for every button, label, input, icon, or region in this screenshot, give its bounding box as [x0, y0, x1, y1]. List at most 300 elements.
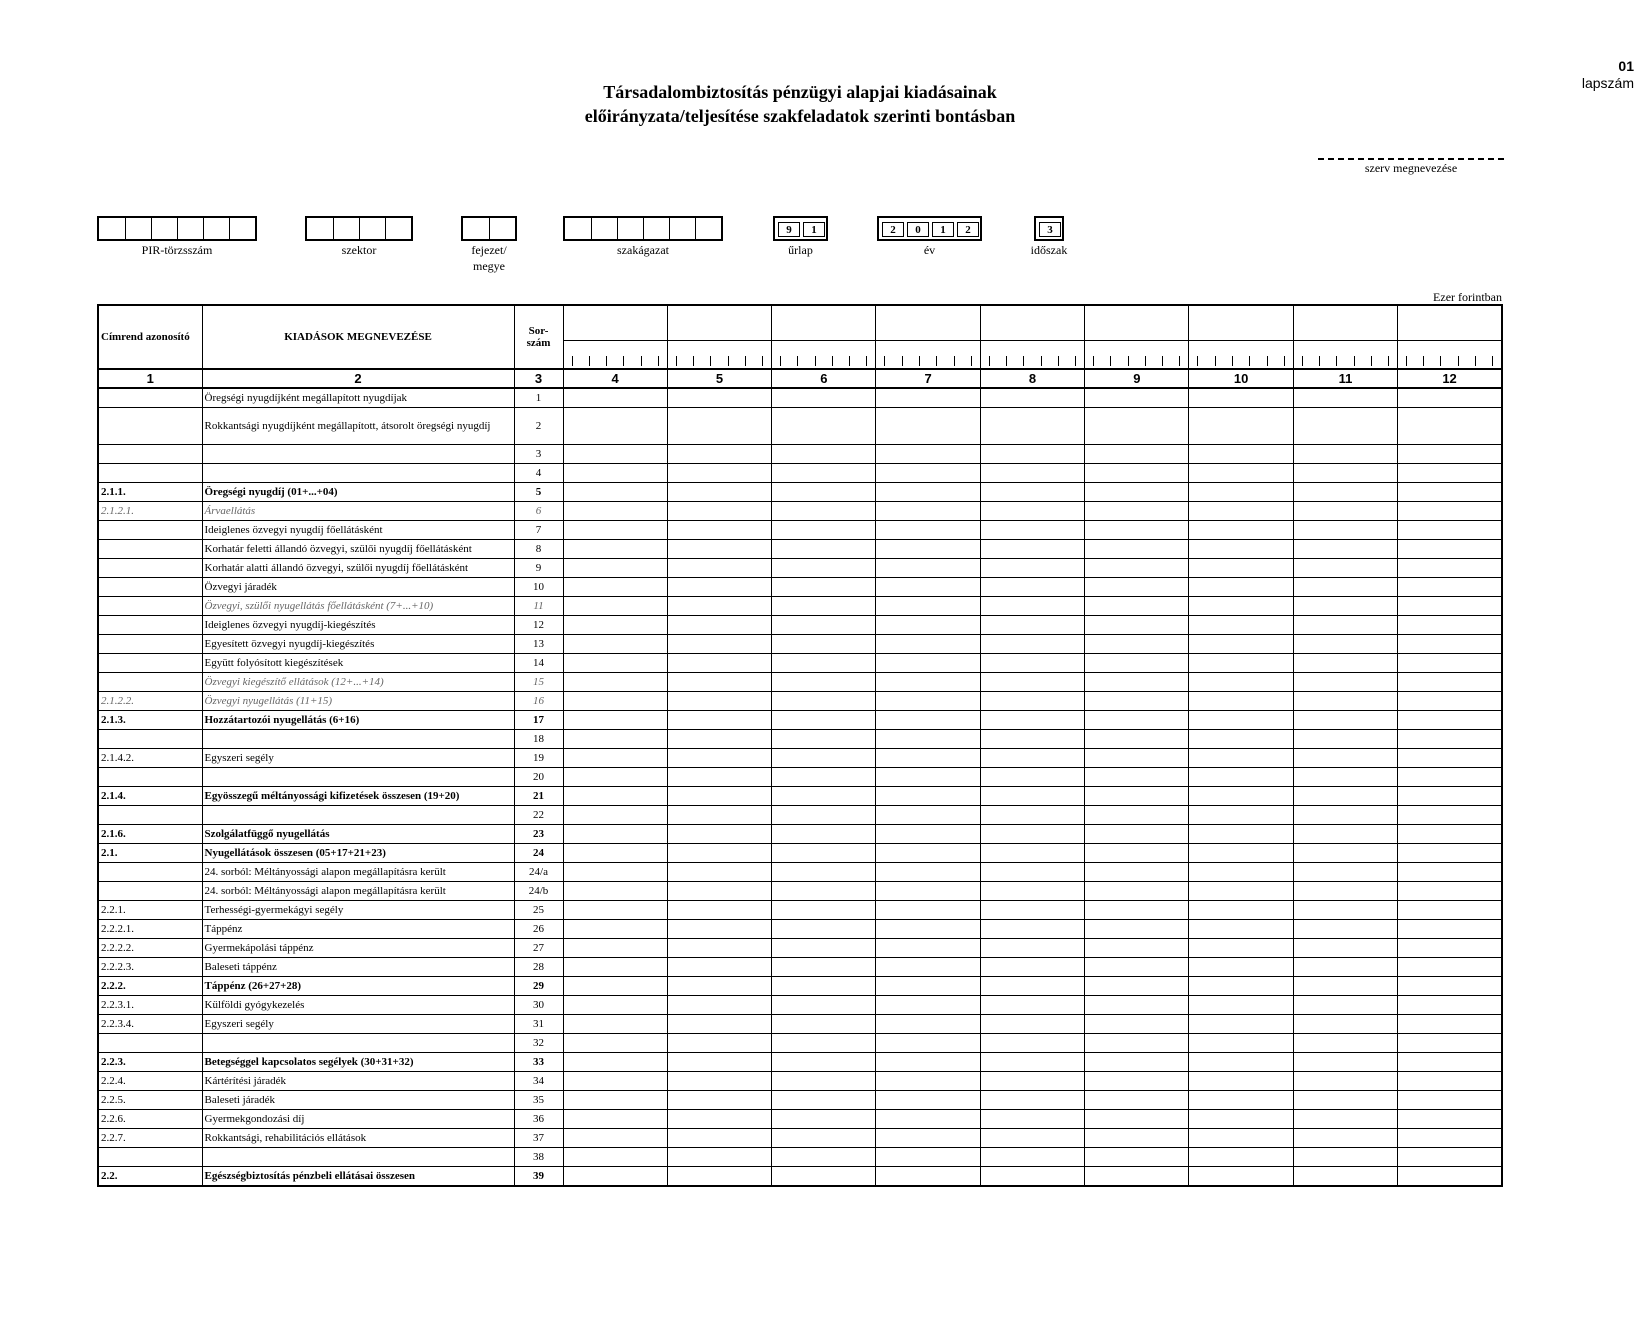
value-cell[interactable]	[1398, 1072, 1502, 1091]
value-cell[interactable]	[772, 939, 876, 958]
value-cell[interactable]	[563, 939, 667, 958]
value-cell[interactable]	[980, 1015, 1084, 1034]
value-cell[interactable]	[1293, 1129, 1397, 1148]
value-cell[interactable]	[667, 996, 771, 1015]
value-cell[interactable]	[980, 1148, 1084, 1167]
value-cell[interactable]	[1293, 844, 1397, 863]
code-cell[interactable]	[669, 218, 695, 239]
value-cell[interactable]	[1189, 768, 1293, 787]
value-cell[interactable]	[772, 882, 876, 901]
value-cell[interactable]	[876, 445, 980, 464]
value-cell[interactable]	[1085, 939, 1189, 958]
value-cell[interactable]	[1085, 806, 1189, 825]
code-cell[interactable]	[591, 218, 617, 239]
value-cell[interactable]	[563, 635, 667, 654]
code-cell[interactable]	[177, 218, 203, 239]
value-cell[interactable]	[1293, 616, 1397, 635]
value-cell[interactable]	[667, 616, 771, 635]
value-cell[interactable]	[1085, 1129, 1189, 1148]
value-cell[interactable]	[772, 483, 876, 502]
value-cell[interactable]	[980, 1034, 1084, 1053]
value-cell[interactable]	[772, 844, 876, 863]
code-cell[interactable]	[229, 218, 255, 239]
value-cell[interactable]	[1085, 1110, 1189, 1129]
value-cell[interactable]	[563, 863, 667, 882]
value-cell[interactable]	[1293, 540, 1397, 559]
value-cell[interactable]	[667, 977, 771, 996]
code-cell[interactable]: 1	[803, 222, 825, 237]
value-cell[interactable]	[876, 958, 980, 977]
value-cell[interactable]	[667, 901, 771, 920]
value-cell[interactable]	[667, 464, 771, 483]
value-cell[interactable]	[772, 1167, 876, 1187]
value-cell[interactable]	[563, 654, 667, 673]
value-cell[interactable]	[1398, 1034, 1502, 1053]
value-cell[interactable]	[667, 559, 771, 578]
value-cell[interactable]	[1398, 977, 1502, 996]
value-cell[interactable]	[563, 920, 667, 939]
value-cell[interactable]	[980, 768, 1084, 787]
value-cell[interactable]	[1085, 920, 1189, 939]
value-cell[interactable]	[1085, 996, 1189, 1015]
value-cell[interactable]	[1293, 1091, 1397, 1110]
value-cell[interactable]	[876, 1148, 980, 1167]
value-cell[interactable]	[1398, 711, 1502, 730]
value-cell[interactable]	[563, 464, 667, 483]
value-cell[interactable]	[1293, 825, 1397, 844]
value-cell[interactable]	[876, 597, 980, 616]
code-cell[interactable]	[565, 218, 591, 239]
value-cell[interactable]	[1293, 1110, 1397, 1129]
value-cell[interactable]	[876, 654, 980, 673]
value-cell[interactable]	[563, 996, 667, 1015]
value-cell[interactable]	[772, 1148, 876, 1167]
value-cell[interactable]	[1189, 844, 1293, 863]
value-cell[interactable]	[772, 464, 876, 483]
value-cell[interactable]	[1189, 483, 1293, 502]
code-cell[interactable]	[463, 218, 489, 239]
value-cell[interactable]	[1189, 977, 1293, 996]
value-cell[interactable]	[876, 825, 980, 844]
value-cell[interactable]	[1398, 787, 1502, 806]
value-cell[interactable]	[980, 445, 1084, 464]
value-cell[interactable]	[772, 730, 876, 749]
value-cell[interactable]	[772, 787, 876, 806]
value-cell[interactable]	[1293, 597, 1397, 616]
value-cell[interactable]	[667, 692, 771, 711]
value-cell[interactable]	[1398, 749, 1502, 768]
value-cell[interactable]	[667, 673, 771, 692]
code-cell[interactable]	[203, 218, 229, 239]
value-cell[interactable]	[772, 673, 876, 692]
value-cell[interactable]	[1293, 863, 1397, 882]
value-cell[interactable]	[1398, 958, 1502, 977]
value-cell[interactable]	[563, 1053, 667, 1072]
value-cell[interactable]	[1293, 464, 1397, 483]
value-cell[interactable]	[980, 673, 1084, 692]
value-cell[interactable]	[1398, 1053, 1502, 1072]
value-cell[interactable]	[980, 806, 1084, 825]
value-cell[interactable]	[772, 578, 876, 597]
value-cell[interactable]	[563, 1015, 667, 1034]
value-cell[interactable]	[563, 1167, 667, 1187]
value-cell[interactable]	[1398, 939, 1502, 958]
value-cell[interactable]	[876, 408, 980, 445]
value-cell[interactable]	[772, 559, 876, 578]
value-cell[interactable]	[1189, 958, 1293, 977]
value-cell[interactable]	[1293, 521, 1397, 540]
code-cell[interactable]: 9	[778, 222, 800, 237]
value-cell[interactable]	[1085, 1148, 1189, 1167]
value-cell[interactable]	[772, 616, 876, 635]
value-cell[interactable]	[667, 1110, 771, 1129]
value-cell[interactable]	[1398, 616, 1502, 635]
value-cell[interactable]	[980, 654, 1084, 673]
value-cell[interactable]	[667, 939, 771, 958]
value-cell[interactable]	[980, 901, 1084, 920]
value-cell[interactable]	[1189, 635, 1293, 654]
value-cell[interactable]	[1085, 1034, 1189, 1053]
value-cell[interactable]	[980, 1167, 1084, 1187]
value-cell[interactable]	[980, 597, 1084, 616]
value-cell[interactable]	[1293, 996, 1397, 1015]
value-cell[interactable]	[1398, 1110, 1502, 1129]
value-cell[interactable]	[563, 483, 667, 502]
value-cell[interactable]	[1189, 1091, 1293, 1110]
value-cell[interactable]	[1189, 1110, 1293, 1129]
value-cell[interactable]	[667, 920, 771, 939]
value-cell[interactable]	[876, 1110, 980, 1129]
value-cell[interactable]	[667, 578, 771, 597]
value-cell[interactable]	[876, 540, 980, 559]
value-cell[interactable]	[563, 711, 667, 730]
value-cell[interactable]	[667, 1034, 771, 1053]
code-cell[interactable]: 2	[882, 222, 904, 237]
value-cell[interactable]	[1398, 578, 1502, 597]
value-cell[interactable]	[1085, 635, 1189, 654]
value-cell[interactable]	[563, 388, 667, 408]
code-cell[interactable]: 0	[907, 222, 929, 237]
value-cell[interactable]	[980, 1072, 1084, 1091]
value-cell[interactable]	[1085, 1072, 1189, 1091]
value-cell[interactable]	[1085, 882, 1189, 901]
value-cell[interactable]	[1085, 730, 1189, 749]
value-cell[interactable]	[876, 616, 980, 635]
value-cell[interactable]	[876, 977, 980, 996]
value-cell[interactable]	[1189, 559, 1293, 578]
value-cell[interactable]	[1398, 920, 1502, 939]
value-cell[interactable]	[1398, 521, 1502, 540]
value-cell[interactable]	[563, 502, 667, 521]
value-cell[interactable]	[876, 483, 980, 502]
value-cell[interactable]	[1293, 806, 1397, 825]
value-cell[interactable]	[563, 730, 667, 749]
code-cell[interactable]	[307, 218, 333, 239]
value-cell[interactable]	[1398, 863, 1502, 882]
value-cell[interactable]	[1398, 844, 1502, 863]
value-cell[interactable]	[980, 559, 1084, 578]
value-cell[interactable]	[876, 1167, 980, 1187]
value-cell[interactable]	[1189, 388, 1293, 408]
value-cell[interactable]	[1293, 711, 1397, 730]
value-cell[interactable]	[667, 863, 771, 882]
value-cell[interactable]	[980, 711, 1084, 730]
value-cell[interactable]	[772, 1053, 876, 1072]
value-cell[interactable]	[1398, 654, 1502, 673]
value-cell[interactable]	[876, 863, 980, 882]
value-cell[interactable]	[1189, 540, 1293, 559]
value-cell[interactable]	[667, 787, 771, 806]
value-cell[interactable]	[772, 445, 876, 464]
value-cell[interactable]	[667, 1148, 771, 1167]
value-cell[interactable]	[1085, 559, 1189, 578]
value-cell[interactable]	[1398, 692, 1502, 711]
value-cell[interactable]	[876, 673, 980, 692]
value-cell[interactable]	[1293, 483, 1397, 502]
value-cell[interactable]	[1398, 1148, 1502, 1167]
value-cell[interactable]	[772, 692, 876, 711]
value-cell[interactable]	[1398, 408, 1502, 445]
value-cell[interactable]	[1293, 1053, 1397, 1072]
value-cell[interactable]	[1085, 597, 1189, 616]
value-cell[interactable]	[1398, 502, 1502, 521]
value-cell[interactable]	[667, 1072, 771, 1091]
value-cell[interactable]	[1085, 1015, 1189, 1034]
value-cell[interactable]	[1085, 768, 1189, 787]
value-cell[interactable]	[980, 1129, 1084, 1148]
code-cell[interactable]	[333, 218, 359, 239]
value-cell[interactable]	[876, 502, 980, 521]
value-cell[interactable]	[1189, 863, 1293, 882]
value-cell[interactable]	[980, 996, 1084, 1015]
code-cell[interactable]	[385, 218, 411, 239]
value-cell[interactable]	[1398, 1015, 1502, 1034]
value-cell[interactable]	[1293, 1015, 1397, 1034]
code-cell[interactable]	[695, 218, 721, 239]
value-cell[interactable]	[1189, 673, 1293, 692]
value-cell[interactable]	[1085, 616, 1189, 635]
value-cell[interactable]	[772, 635, 876, 654]
value-cell[interactable]	[1398, 597, 1502, 616]
value-cell[interactable]	[876, 388, 980, 408]
value-cell[interactable]	[980, 483, 1084, 502]
value-cell[interactable]	[1189, 1167, 1293, 1187]
value-cell[interactable]	[1398, 635, 1502, 654]
value-cell[interactable]	[772, 1072, 876, 1091]
value-cell[interactable]	[980, 787, 1084, 806]
value-cell[interactable]	[876, 1053, 980, 1072]
value-cell[interactable]	[772, 597, 876, 616]
value-cell[interactable]	[1085, 977, 1189, 996]
code-cell[interactable]	[643, 218, 669, 239]
value-cell[interactable]	[1293, 920, 1397, 939]
value-cell[interactable]	[876, 920, 980, 939]
value-cell[interactable]	[563, 1091, 667, 1110]
value-cell[interactable]	[667, 749, 771, 768]
value-cell[interactable]	[1085, 863, 1189, 882]
value-cell[interactable]	[667, 958, 771, 977]
value-cell[interactable]	[980, 692, 1084, 711]
value-cell[interactable]	[1293, 1072, 1397, 1091]
value-cell[interactable]	[772, 825, 876, 844]
value-cell[interactable]	[1189, 749, 1293, 768]
value-cell[interactable]	[1085, 1167, 1189, 1187]
value-cell[interactable]	[772, 749, 876, 768]
value-cell[interactable]	[563, 958, 667, 977]
value-cell[interactable]	[667, 483, 771, 502]
value-cell[interactable]	[980, 1053, 1084, 1072]
value-cell[interactable]	[1189, 901, 1293, 920]
value-cell[interactable]	[667, 502, 771, 521]
value-cell[interactable]	[1085, 958, 1189, 977]
value-cell[interactable]	[1085, 692, 1189, 711]
value-cell[interactable]	[1293, 408, 1397, 445]
value-cell[interactable]	[563, 806, 667, 825]
value-cell[interactable]	[1293, 578, 1397, 597]
value-cell[interactable]	[1189, 578, 1293, 597]
value-cell[interactable]	[1189, 616, 1293, 635]
value-cell[interactable]	[1398, 540, 1502, 559]
value-cell[interactable]	[667, 445, 771, 464]
code-cell[interactable]	[125, 218, 151, 239]
value-cell[interactable]	[772, 768, 876, 787]
value-cell[interactable]	[563, 749, 667, 768]
value-cell[interactable]	[1398, 825, 1502, 844]
value-cell[interactable]	[667, 1015, 771, 1034]
value-cell[interactable]	[876, 559, 980, 578]
value-cell[interactable]	[1189, 521, 1293, 540]
value-cell[interactable]	[876, 996, 980, 1015]
code-cell[interactable]	[489, 218, 515, 239]
value-cell[interactable]	[667, 844, 771, 863]
value-cell[interactable]	[980, 521, 1084, 540]
value-cell[interactable]	[1085, 578, 1189, 597]
value-cell[interactable]	[1189, 502, 1293, 521]
value-cell[interactable]	[1189, 445, 1293, 464]
value-cell[interactable]	[1398, 464, 1502, 483]
value-cell[interactable]	[980, 388, 1084, 408]
value-cell[interactable]	[667, 882, 771, 901]
value-cell[interactable]	[772, 408, 876, 445]
value-cell[interactable]	[563, 901, 667, 920]
value-cell[interactable]	[772, 996, 876, 1015]
value-cell[interactable]	[563, 559, 667, 578]
value-cell[interactable]	[980, 730, 1084, 749]
value-cell[interactable]	[876, 692, 980, 711]
value-cell[interactable]	[1189, 1072, 1293, 1091]
value-cell[interactable]	[1293, 977, 1397, 996]
value-cell[interactable]	[1293, 768, 1397, 787]
value-cell[interactable]	[1398, 768, 1502, 787]
value-cell[interactable]	[1189, 882, 1293, 901]
value-cell[interactable]	[1189, 1015, 1293, 1034]
value-cell[interactable]	[876, 882, 980, 901]
value-cell[interactable]	[980, 540, 1084, 559]
value-cell[interactable]	[1293, 901, 1397, 920]
value-cell[interactable]	[1189, 939, 1293, 958]
value-cell[interactable]	[1398, 445, 1502, 464]
value-cell[interactable]	[1293, 502, 1397, 521]
value-cell[interactable]	[1189, 1129, 1293, 1148]
value-cell[interactable]	[563, 408, 667, 445]
value-cell[interactable]	[563, 692, 667, 711]
value-cell[interactable]	[667, 1091, 771, 1110]
value-cell[interactable]	[1398, 901, 1502, 920]
value-cell[interactable]	[876, 635, 980, 654]
value-cell[interactable]	[1398, 1167, 1502, 1187]
value-cell[interactable]	[563, 787, 667, 806]
value-cell[interactable]	[1189, 464, 1293, 483]
value-cell[interactable]	[1085, 844, 1189, 863]
value-cell[interactable]	[772, 540, 876, 559]
value-cell[interactable]	[1085, 1091, 1189, 1110]
value-cell[interactable]	[980, 616, 1084, 635]
value-cell[interactable]	[1085, 825, 1189, 844]
value-cell[interactable]	[772, 388, 876, 408]
value-cell[interactable]	[563, 521, 667, 540]
value-cell[interactable]	[772, 654, 876, 673]
value-cell[interactable]	[1189, 711, 1293, 730]
value-cell[interactable]	[1293, 445, 1397, 464]
value-cell[interactable]	[876, 939, 980, 958]
value-cell[interactable]	[667, 711, 771, 730]
value-cell[interactable]	[980, 958, 1084, 977]
value-cell[interactable]	[876, 730, 980, 749]
value-cell[interactable]	[876, 768, 980, 787]
value-cell[interactable]	[1189, 806, 1293, 825]
value-cell[interactable]	[772, 901, 876, 920]
value-cell[interactable]	[1398, 882, 1502, 901]
value-cell[interactable]	[980, 863, 1084, 882]
value-cell[interactable]	[1085, 408, 1189, 445]
value-cell[interactable]	[1189, 692, 1293, 711]
value-cell[interactable]	[563, 1034, 667, 1053]
value-cell[interactable]	[1189, 825, 1293, 844]
value-cell[interactable]	[980, 844, 1084, 863]
value-cell[interactable]	[772, 1129, 876, 1148]
value-cell[interactable]	[772, 920, 876, 939]
value-cell[interactable]	[563, 1072, 667, 1091]
value-cell[interactable]	[1189, 1053, 1293, 1072]
code-cell[interactable]	[151, 218, 177, 239]
value-cell[interactable]	[1293, 635, 1397, 654]
value-cell[interactable]	[563, 768, 667, 787]
code-cell[interactable]	[99, 218, 125, 239]
value-cell[interactable]	[876, 1015, 980, 1034]
value-cell[interactable]	[1293, 1167, 1397, 1187]
value-cell[interactable]	[980, 635, 1084, 654]
code-cell[interactable]: 3	[1039, 222, 1061, 237]
value-cell[interactable]	[1398, 673, 1502, 692]
value-cell[interactable]	[876, 711, 980, 730]
value-cell[interactable]	[1085, 388, 1189, 408]
value-cell[interactable]	[876, 806, 980, 825]
value-cell[interactable]	[1085, 749, 1189, 768]
value-cell[interactable]	[1293, 939, 1397, 958]
value-cell[interactable]	[667, 388, 771, 408]
value-cell[interactable]	[980, 749, 1084, 768]
code-cell[interactable]	[617, 218, 643, 239]
value-cell[interactable]	[563, 844, 667, 863]
value-cell[interactable]	[667, 540, 771, 559]
value-cell[interactable]	[1293, 958, 1397, 977]
value-cell[interactable]	[1398, 996, 1502, 1015]
value-cell[interactable]	[1293, 654, 1397, 673]
value-cell[interactable]	[1293, 1034, 1397, 1053]
value-cell[interactable]	[1085, 483, 1189, 502]
value-cell[interactable]	[667, 730, 771, 749]
value-cell[interactable]	[1085, 654, 1189, 673]
